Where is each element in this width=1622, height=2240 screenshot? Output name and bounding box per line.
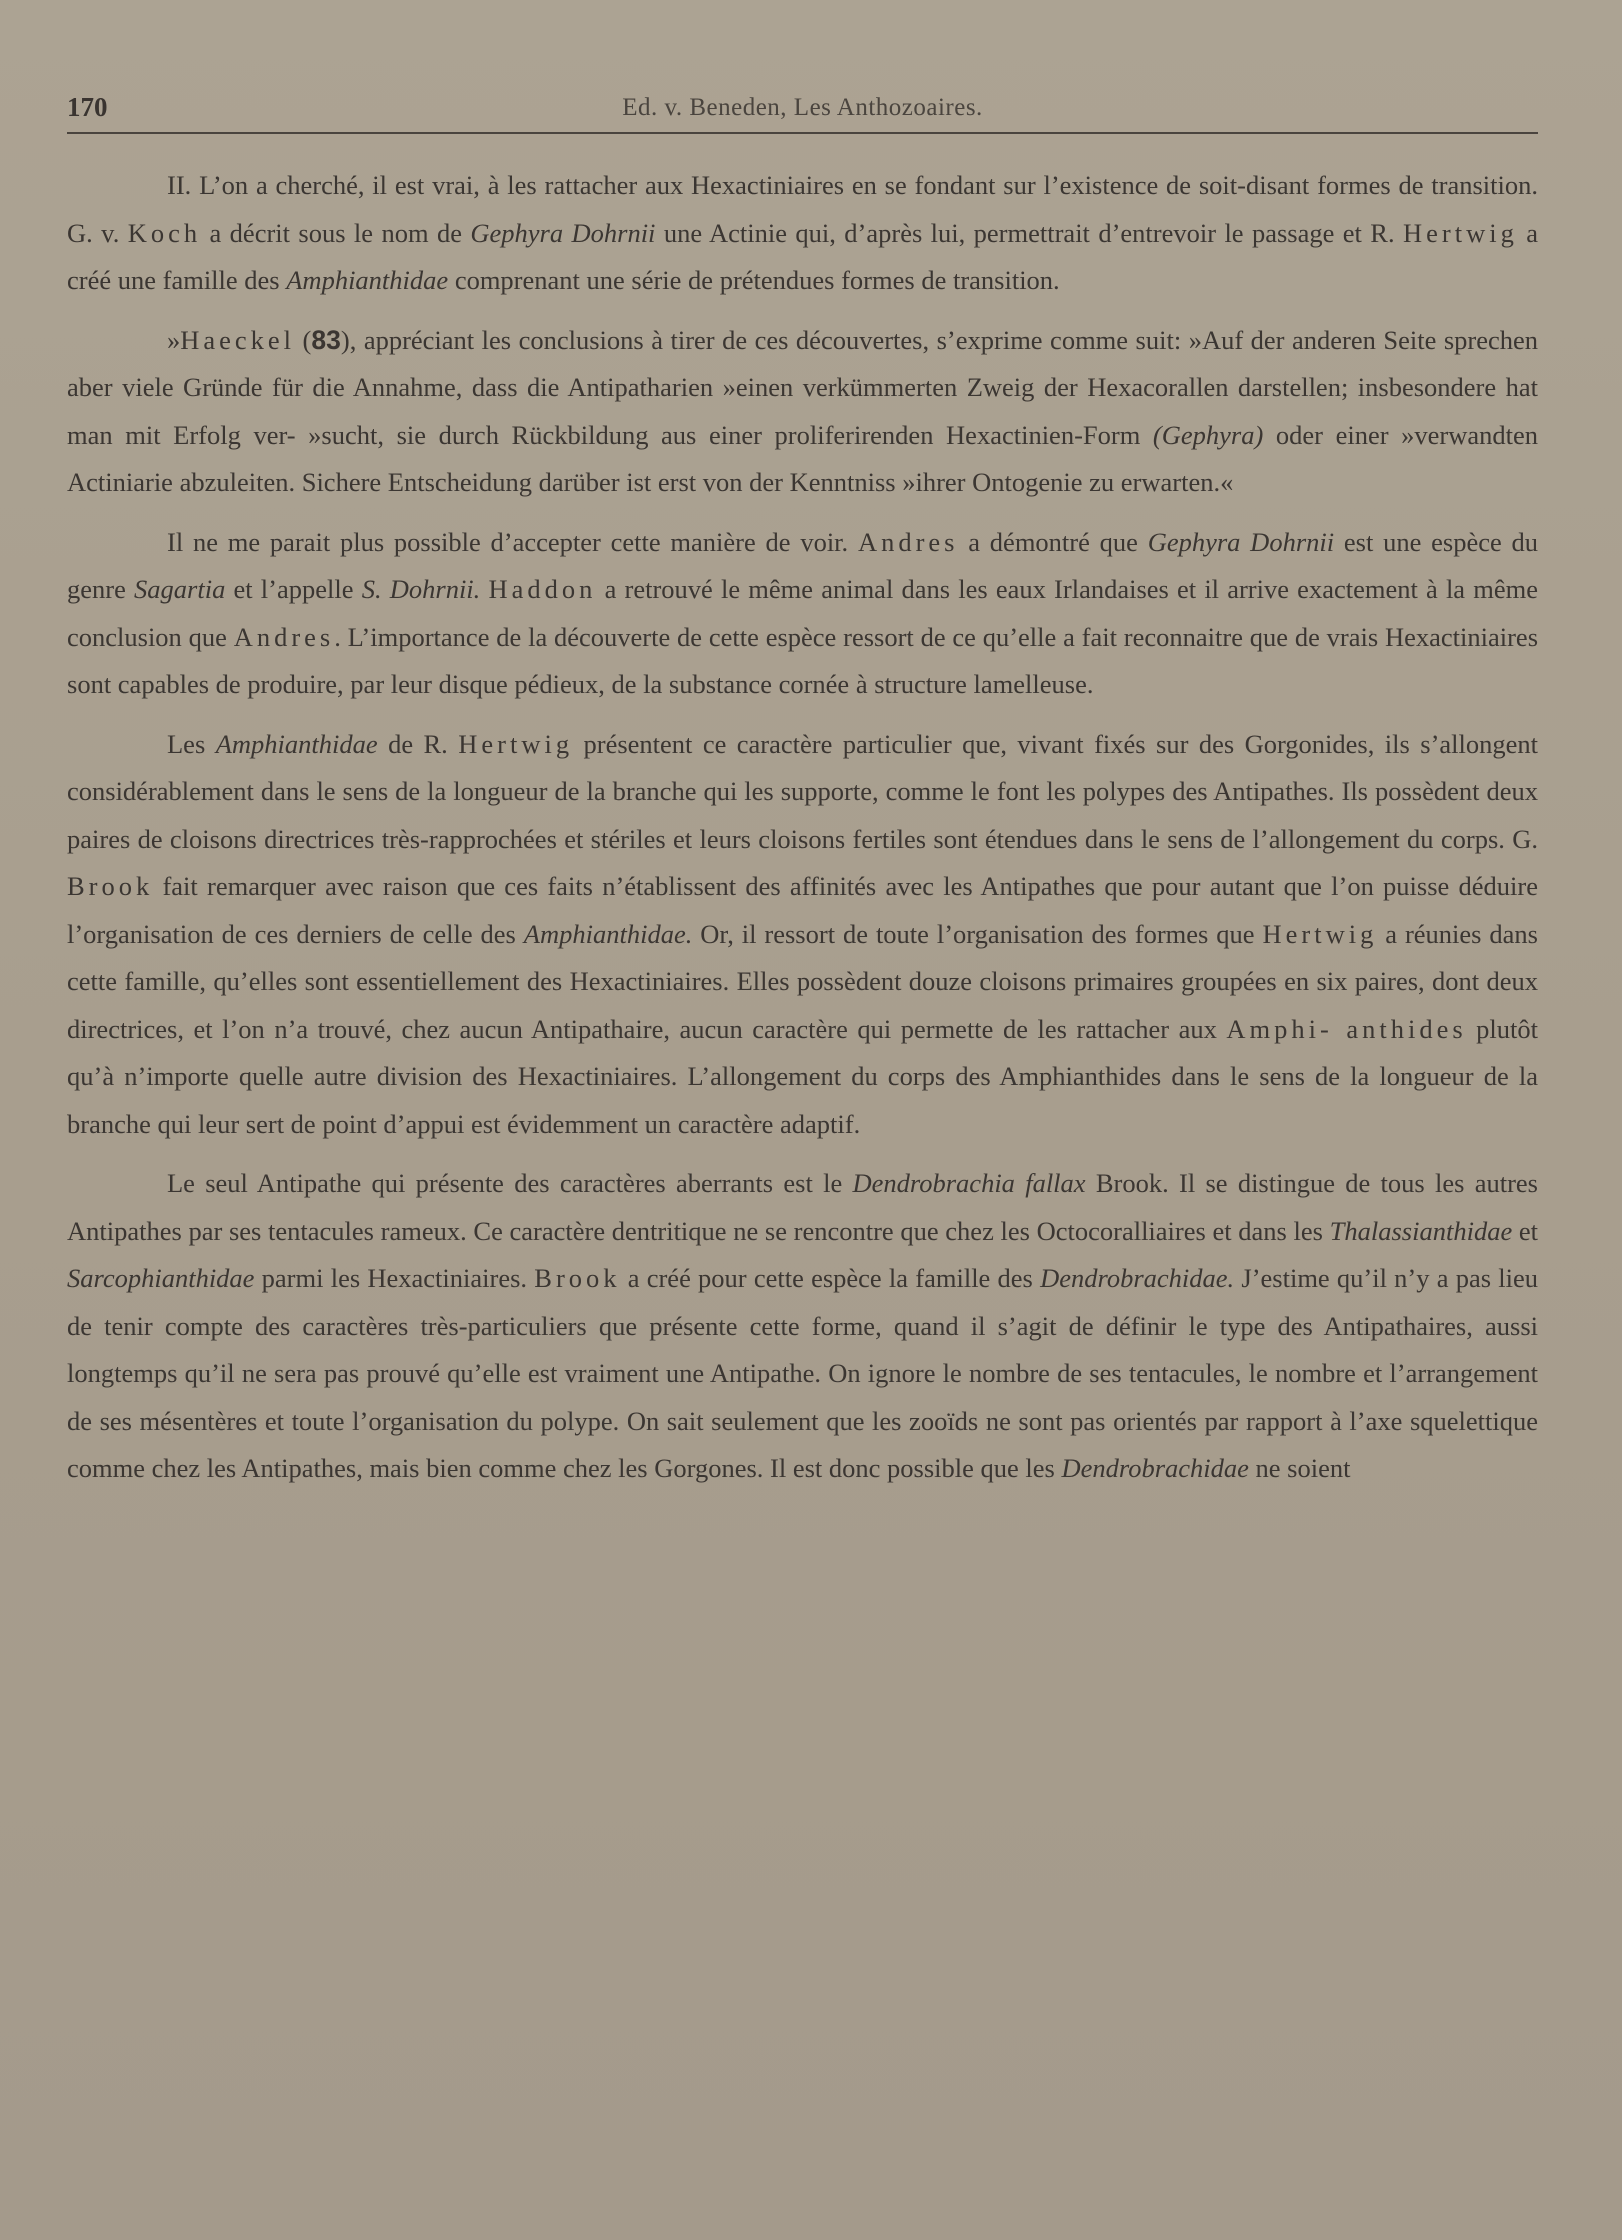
italic-term: Sarcophianthidae <box>67 1263 255 1293</box>
text-run: a retrouvé le même animal dans les eaux Irlandaises et il arrive exactement à la même conclusion que <box>67 574 1538 652</box>
text-run: a démontré que <box>958 526 1148 557</box>
running-head: Ed. v. Beneden, Les Anthozoaires. <box>622 94 983 121</box>
text-run: oder einer »verwandten Actiniarie abzuleiten. Sichere Entscheidung darüber ist erst von der Kenntniss »ihrer Ontogenie zu erwarten.« <box>67 419 1538 497</box>
text-run: parmi les Hexactiniaires. <box>254 1263 535 1293</box>
text-run: » <box>167 324 181 355</box>
text-run: Il ne me parait plus possible d’accepter cette manière de voir. <box>167 526 858 557</box>
author-name: Brook <box>534 1263 621 1293</box>
text-run: a réunies dans cette famille, qu’elles sont essentiellement des Hexactiniaires. Elles possèdent douze cloisons primaires groupées en six paires, dont deux directrices, et l’on n’a trouvé, chez aucun Antipathaire, aucun caractère qui permette de les rattacher aux <box>67 918 1538 1044</box>
text-run: plutôt qu’à n’importe quelle autre division des Hexactiniaires. L’allongement du corps des Amphianthides dans le sens de la longueur de la branche qui leur sert de point d’appui est évidemment un caractère adaptif. <box>67 1013 1539 1139</box>
text-run: Or, il ressort de toute l’organisation des formes que <box>692 918 1263 949</box>
text-run: Le seul Antipathe qui présente des caractères aberrants est le <box>167 1168 853 1198</box>
italic-term: Dendrobrachidae. <box>1040 1263 1235 1293</box>
author-name: Haddon <box>488 574 597 604</box>
text-run: est une espèce du genre <box>67 526 1539 604</box>
author-name: Koch <box>127 217 202 248</box>
author-name: Brook <box>67 871 154 901</box>
text-run: . L’importance de la découverte de cette espèce ressort de ce qu’elle a fait reconnaitre que de vrais Hexactiniaires sont capables de produire, par leur disque pédieux, de la substance cornée à structure lamelleuse. <box>67 621 1539 699</box>
text-run: Brook. Il se distingue de tous les autres Antipathes par ses tentacules rameux. Ce caractère dentritique ne se rencontre que chez les Octocoralliaires et dans les <box>67 1168 1538 1246</box>
paragraph-5 <box>67 1160 1538 1493</box>
author-name: Amphi- anthides <box>1226 1013 1467 1044</box>
italic-term: Dendrobrachia fallax <box>852 1168 1086 1198</box>
text-run: ne soient <box>1248 1453 1351 1483</box>
paragraph-2 <box>67 317 1538 507</box>
italic-term: Amphianthidae <box>286 265 449 295</box>
author-name: Hertwig <box>1403 217 1518 248</box>
italic-term: Amphianthidae <box>215 728 378 759</box>
author-name: Hertwig <box>1262 918 1378 949</box>
author-name: Haeckel <box>180 324 296 355</box>
text-run: ( <box>295 324 312 355</box>
text-run: comprenant une série de prétendues formes de transition. <box>448 265 1060 295</box>
italic-term: Sagartia <box>134 574 226 604</box>
text-run: présentent ce caractère particulier que, vivant fixés sur des Gorgonides, ils s’allongent considérablement dans le sens de la longueur de la branche qui les supporte, comme le font les polypes des Antipathes. Ils possèdent deux paires de cloisons directrices très-rapprochées et stériles et leurs cloisons fertiles sont étendues dans le sens de l’allongement du corps. G. <box>67 728 1539 854</box>
text-run: et l’appelle <box>225 574 362 604</box>
text-run: ), appréciant les conclusions à tirer de ces découvertes, s’exprime comme suit: »Auf der anderen Seite sprechen aber viele Gründe für die Annahme, dass die Antipatharien »einen verkümmerten Zweig der Hexacorallen darstellen; insbesondere hat man mit Erfolg ver- »sucht, sie durch Rückbildung aus einer proliferirenden Hexactinien-Form <box>67 324 1538 450</box>
italic-term: Amphianthidae. <box>523 918 693 949</box>
paragraph-3 <box>67 519 1538 709</box>
italic-term: (Gephyra) <box>1152 419 1264 450</box>
italic-term: Dendrobrachidae <box>1061 1453 1249 1483</box>
reference-number: 83 <box>311 324 341 355</box>
author-name: Hertwig <box>458 728 574 759</box>
italic-term: S. Dohrnii. <box>361 574 481 604</box>
text-run: Les <box>167 728 216 759</box>
italic-term: Gephyra Dohrnii <box>1147 526 1335 557</box>
text-run: fait remarquer avec raison que ces faits n’établissent des affinités avec les Antipathes que pour autant que l’on puisse déduire l’organisation de ces derniers de celle des <box>67 871 1538 949</box>
author-name: Andres <box>857 526 959 557</box>
text-run: une Actinie qui, d’après lui, permettrait d’entrevoir le passage et R. <box>655 217 1403 248</box>
author-name: Andres <box>233 621 335 652</box>
text-run: a créé une famille des <box>67 217 1539 295</box>
page-header <box>67 92 1538 134</box>
text-run: de R. <box>377 728 459 759</box>
page-number: 170 <box>67 92 108 122</box>
paragraph-4 <box>67 721 1538 1149</box>
italic-term: Gephyra Dohrnii <box>470 217 656 248</box>
text-run: a créé pour cette espèce la famille des <box>620 1263 1041 1293</box>
italic-term: Thalassianthidae <box>1329 1215 1513 1246</box>
paragraph-1 <box>67 162 1538 305</box>
text-run: et <box>1512 1215 1538 1246</box>
text-run: a décrit sous le nom de <box>201 217 471 248</box>
body-text <box>67 162 1538 1493</box>
text-run: II. L’on a cherché, il est vrai, à les rattacher aux Hexactiniaires en se fondant sur l’existence de soit-disant formes de transition. G. v. <box>67 170 1538 248</box>
text-run: J’estime qu’il n’y a pas lieu de tenir compte des caractères très-particuliers que présente cette forme, quand il s’agit de définir le type des Antipathaires, aussi longtemps qu’il ne sera pas prouvé qu’elle est vraiment une Antipathe. On ignore le nombre de ses tentacules, le nombre et l’arrangement de ses mésentères et toute l’organisation du polype. On sait seulement que les zooïds ne sont pas orientés par rapport à l’axe squelettique comme chez les Antipathes, mais bien comme chez les Gorgones. Il est donc possible que les <box>67 1263 1538 1483</box>
